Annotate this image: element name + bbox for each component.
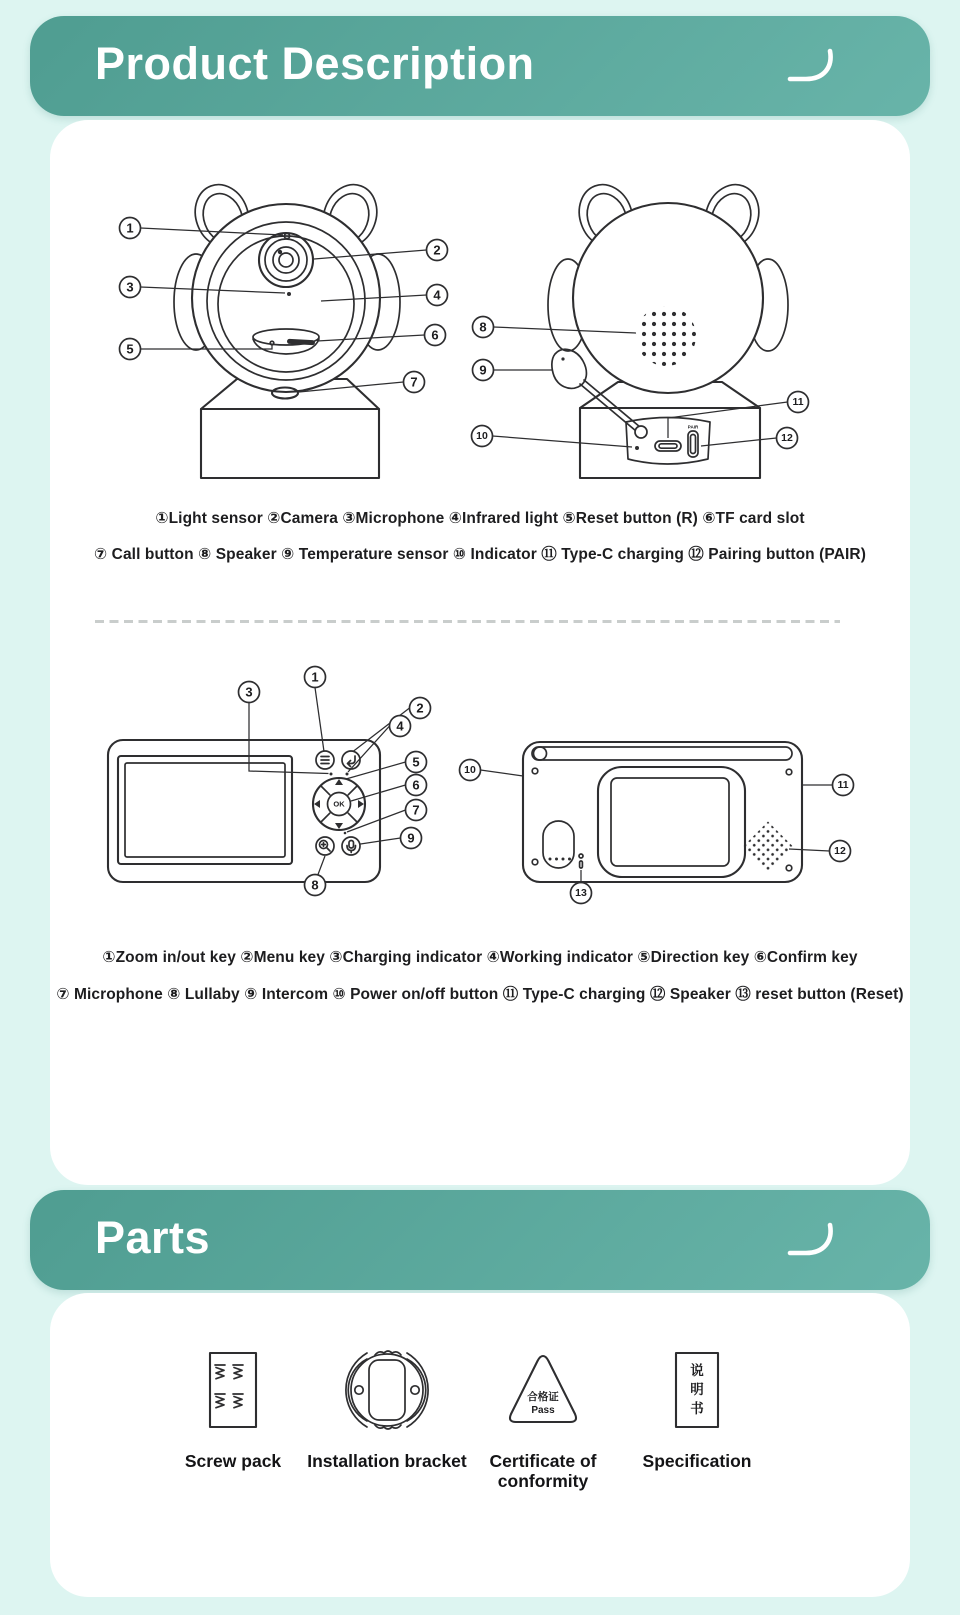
callout-13 <box>571 883 592 904</box>
svg-text:明: 明 <box>690 1382 704 1397</box>
svg-text:7: 7 <box>410 374 418 390</box>
curve-decoration-icon <box>784 1222 838 1262</box>
svg-text:11: 11 <box>792 396 804 408</box>
svg-text:9: 9 <box>407 830 415 846</box>
svg-text:6: 6 <box>412 777 420 793</box>
part-item-specification <box>602 1348 792 1471</box>
ok-button: OK <box>333 799 345 809</box>
callout-5 <box>120 339 141 360</box>
callout-2 <box>427 240 448 261</box>
microphone-hole <box>287 292 291 296</box>
callout-1 <box>305 667 326 688</box>
svg-text:13: 13 <box>575 887 587 899</box>
dashed-divider <box>95 620 840 623</box>
callout-8 <box>305 875 326 896</box>
callout-1 <box>120 218 141 239</box>
camera-base <box>201 379 379 478</box>
svg-text:书: 书 <box>690 1401 704 1416</box>
svg-text:1: 1 <box>311 669 319 685</box>
callout-11 <box>833 775 854 796</box>
svg-text:12: 12 <box>834 845 846 857</box>
svg-text:4: 4 <box>396 718 404 734</box>
callout-11 <box>788 392 809 413</box>
microphone-hole <box>344 832 347 835</box>
callout-3 <box>239 682 260 703</box>
camera-caption-line2: ⑦ Call button ⑧ Speaker ⑨ Temperature sensor ⑩ Indicator ⑪ Type-C charging ⑫ Pairing button (PAIR) <box>94 546 866 563</box>
svg-text:3: 3 <box>126 279 134 295</box>
callout-9 <box>473 360 494 381</box>
svg-text:1: 1 <box>126 220 134 236</box>
callout-8 <box>473 317 494 338</box>
svg-text:10: 10 <box>476 430 488 442</box>
product-description-card <box>50 120 910 1185</box>
parts-card <box>50 1293 910 1597</box>
svg-text:7: 7 <box>412 802 420 818</box>
svg-text:5: 5 <box>412 754 420 770</box>
callout-5 <box>406 752 427 773</box>
callout-10 <box>472 426 493 447</box>
part-label: Certificate of conformity <box>489 1451 597 1491</box>
svg-text:说: 说 <box>690 1363 704 1378</box>
callout-3 <box>120 277 141 298</box>
callout-4 <box>390 716 411 737</box>
svg-text:4: 4 <box>433 287 441 303</box>
callout-12 <box>777 428 798 449</box>
section-header-product-description <box>30 16 930 116</box>
svg-text:8: 8 <box>311 877 319 893</box>
charging-indicator-led <box>330 773 333 776</box>
camera-caption-line1: ①Light sensor ②Camera ③Microphone ④Infrared light ⑤Reset button (R) ⑥TF card slot <box>155 510 805 527</box>
installation-bracket-icon <box>337 1348 437 1432</box>
specification-icon <box>647 1348 747 1432</box>
callout-12 <box>830 841 851 862</box>
callout-10 <box>460 760 481 781</box>
camera-back-diagram <box>460 160 900 490</box>
curve-decoration-icon <box>784 48 838 88</box>
monitor-caption-line1: ①Zoom in/out key ②Menu key ③Charging indicator ④Working indicator ⑤Direction key ⑥Confirm key <box>102 949 858 966</box>
monitor-back-diagram <box>455 690 905 920</box>
svg-text:5: 5 <box>126 341 134 357</box>
section-title: Parts <box>95 1211 211 1263</box>
certificate-icon <box>493 1348 593 1432</box>
certificate-cn-text: 合格证 <box>527 1391 559 1403</box>
svg-text:12: 12 <box>781 432 793 444</box>
section-title: Product Description <box>95 37 535 89</box>
callout-7 <box>406 800 427 821</box>
svg-text:11: 11 <box>837 779 849 791</box>
svg-text:9: 9 <box>479 362 487 378</box>
section-header-parts <box>30 1190 930 1290</box>
monitor-caption-line2: ⑦ Microphone ⑧ Lullaby ⑨ Intercom ⑩ Power on/off button ⑪ Type-C charging ⑫ Speaker ⑬ reset button (Reset) <box>56 986 904 1003</box>
callout-7 <box>404 372 425 393</box>
monitor-front-diagram <box>90 660 450 910</box>
callout-6 <box>425 325 446 346</box>
svg-text:2: 2 <box>416 700 424 716</box>
working-indicator-led <box>346 773 349 776</box>
certificate-en-text: Pass <box>531 1405 555 1416</box>
svg-text:2: 2 <box>433 242 441 258</box>
part-label: Screw pack <box>184 1451 282 1471</box>
part-label: Installation bracket <box>307 1451 467 1471</box>
screw-pack-icon <box>183 1348 283 1432</box>
callout-6 <box>406 775 427 796</box>
speaker-holes <box>636 306 696 366</box>
camera-front-diagram <box>90 160 490 490</box>
svg-text:10: 10 <box>464 764 476 776</box>
callout-2 <box>410 698 431 719</box>
callout-9 <box>401 828 422 849</box>
svg-text:8: 8 <box>479 319 487 335</box>
svg-text:6: 6 <box>431 327 439 343</box>
indicator-led <box>635 446 639 450</box>
callout-4 <box>427 285 448 306</box>
svg-text:3: 3 <box>245 684 253 700</box>
pair-label: PAIR <box>687 424 699 430</box>
part-label: Specification <box>642 1451 752 1471</box>
